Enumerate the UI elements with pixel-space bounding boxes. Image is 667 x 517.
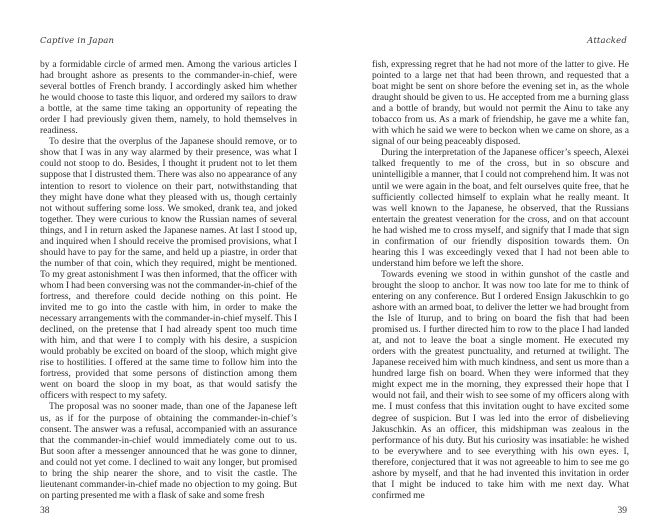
paragraph: fish, expressing regret that he had not more of the latter to give. He pointed to a large net that had been thrown, and requested that a boat might be sent on shore before the evening set in, as the whole draught should be given to us. He accepted from me a burning glass and a bottle of brandy, but would not permit the Ainu to take any tobacco from us. As a mark of friendship, he gave me a white fan, with which he said we were to beckon when we came on shore, as a signal of our being peaceably disposed. [372,60,629,148]
paragraph: by a formidable circle of armed men. Among the various articles I had brought ashore as presents to the commander-in-chief, were several bottles of French brandy. I accordingly asked him whether he would choose to taste this liquor, and ordered my sailors to draw a bottle, at the same time taking an opportunity of repeating the order I had previously given them, namely, to hold themselves in readiness. [40,60,297,137]
paragraph: The proposal was no sooner made, than one of the Japanese left us, as if for the purpose of obtaining the commander-in-chief’s consent. The answer was a refusal, accompanied with an assurance that the commander-in-chief would immediately come out to us. But soon after a messenger announced that he was gone to dinner, and could not yet come. I declined to wait any longer, but promised to bring the ship nearer the shore, and to visit the castle. The lieutenant commander-in-chief made no objection to my going. But on parting presented me with a flask of sake and some fresh [40,402,297,501]
paragraph: During the interpretation of the Japanese officer’s speech, Alexei talked frequently to me of the cross, but in so obscure and unintelligible a manner, that I could not comprehend him. It was not until we were again in the boat, and felt ourselves quite free, that he sufficiently collected himself to explain what he really meant. It was well known to the Japanese, he observed, that the Russians entertain the greatest veneration for the cross, and on that account he had wished me to cross myself, and signify that I made that sign in confirmation of our friendly disposition towards them. On hearing this I was exceedingly vexed that I had not been able to understand him before we left the shore. [372,148,629,269]
page-number: 38 [40,506,50,516]
running-head-chapter-title: Attacked [587,36,627,46]
paragraph: Towards evening we stood in within gunshot of the castle and brought the sloop to anchor. It was now too late for me to think of entering on any conference. But I ordered Ensign Jakuschkin to go ashore with an armed boat, to deliver the letter we had brought from the Isle of Iturup, and to bring on board the fish that had been promised us. I further directed him to row to the place I had landed at, and not to leave the boat a single moment. He executed my orders with the greatest punctuality, and returned at twilight. The Japanese received him with much kindness, and sent us more than a hundred large fish on board. When they were informed that they might expect me in the morning, they expressed their hope that I would not fail, and their wish to see some of my officers along with me. I must confess that this invitation ought to have excited some degree of suspicion. But I was led into the error of disbelieving Jakuschkin. As an officer, this midshipman was zealous in the performance of his duty. But his curiosity was insatiable: he wished to be everywhere and to see everything with his own eyes. I, therefore, conjectured that it was not agreeable to him to see me go ashore by myself, and that he had invented this invitation in order that I might be induced to take him with me next day. What confirmed me [372,269,629,501]
running-head-book-title: Captive in Japan [40,36,115,46]
right-page-body [372,60,629,502]
paragraph: To desire that the overplus of the Japanese should remove, or to show that I was in any way alarmed by their presence, was what I could not stoop to do. Besides, I thought it prudent not to let them suppose that I distrusted them. There was also no appearance of any intention to resort to violence on their part, notwithstanding that they might have done what they pleased with us, though certainly not without suffering some loss. We smoked, drank tea, and joked together. They were curious to know the Russian names of several things, and I in return asked the Japanese names. At last I stood up, and inquired when I should receive the promised provisions, what I should have to pay for the same, and held up a piastre, in order that the number of that coin, which they required, might be mentioned. To my great astonishment I was then informed, that the officer with whom I had been conversing was not the commander-in-chief of the fortress, and therefore could decide nothing on this point. He invited me to go into the castle with him, in order to make the necessary arrangements with the commander-in-chief myself. This I declined, on the pretense that I had already spent too much time with him, and that were I to comply with his desire, a suspicion would probably be excited on board of the sloop, which might give rise to hostilities. I offered at the same time to follow him into the fortress, provided that some persons of distinction among them went on board the sloop in my boat, as that would satisfy the officers with respect to my safety. [40,137,297,402]
right-page [333,0,667,516]
left-page-body [40,60,297,502]
page-number: 39 [617,506,627,516]
left-page [0,0,333,516]
